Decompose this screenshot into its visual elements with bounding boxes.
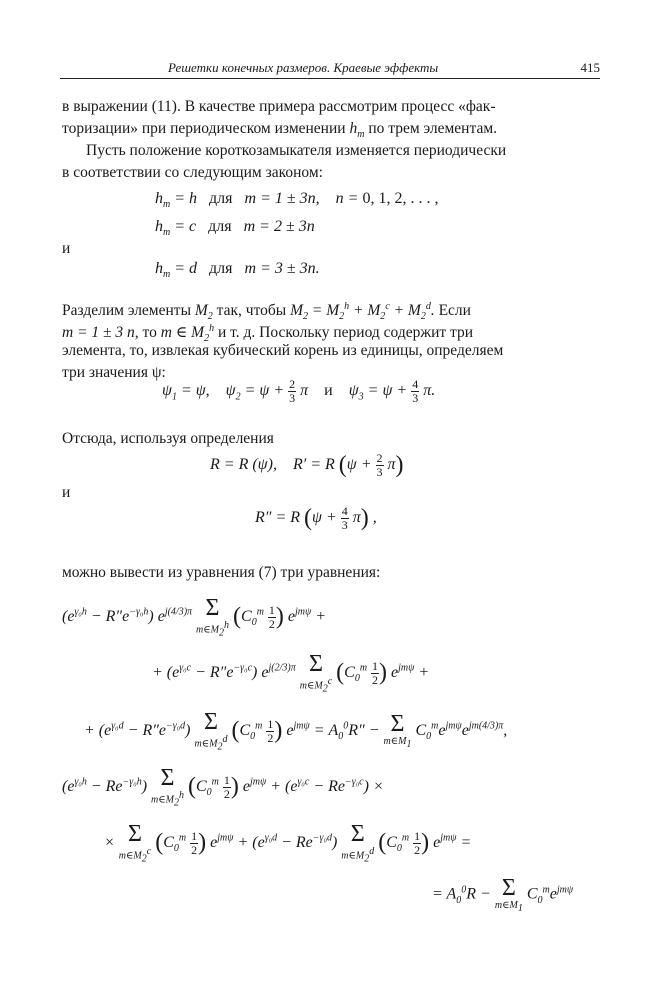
- text-span: Пусть положение короткозамыкателя изменяется периодически: [86, 142, 507, 159]
- text-span: торизации» при периодическом изменении: [62, 120, 350, 137]
- running-title: Решетки конечных размеров. Краевые эффекты: [168, 60, 439, 75]
- equation-1-line-1: $(e^{\gamma_0h} - R''e^{-\gamma_0h})$ $e^{j(4/3)\pi}$ Σ $m\in M_2^h$ ($C_0^m$ $\frac{1}{2}$ ) $e^{jm\psi}$ +: [62, 595, 327, 639]
- paragraph-line: [62, 140, 506, 162]
- equation-d-condition: $h_m = d$ для m = 3 ± 3n.: [155, 260, 320, 281]
- equation-r-definitions: R = R (ψ), R′ = R (ψ + $\frac{2}{3}$ π): [210, 451, 404, 479]
- equation-h-condition: $h_m = h$ для m = 1 ± 3n, n = 0, 1, 2, . . . ,: [155, 190, 439, 211]
- inline-math-hm: $h_m$: [349, 120, 365, 141]
- equation-2-line-3: = $A_0^0R$ − Σ $m\in M_1$ $C_0^me^{jm\psi}$: [432, 875, 574, 914]
- equation-psi-values: $\psi_1 = \psi$, $\psi_2 = \psi$ + $\frac{2}{3}$ π и $\psi_3 = \psi$ + $\frac{4}{3}$ π.: [162, 377, 436, 405]
- paragraph-line: m = 1 ± 3 n, то m ∈ $M_2^h$ и т. д. Поскольку период содержит три: [62, 323, 474, 345]
- equation-c-condition: $h_m = c$ для m = 2 ± 3n: [155, 218, 315, 239]
- paragraph-line: можно вывести из уравнения (7) три уравнения:: [62, 564, 381, 581]
- paragraph-line: элемента, то, извлекая кубический корень из единицы, определяем: [62, 342, 504, 359]
- text-span: в выражении (11). В качестве примера рассмотрим процесс «фак-: [62, 98, 496, 115]
- equation-2-line-1: $(e^{\gamma_0h} - Re^{-\gamma_0h})$ Σ $m\in M_2^h$ ($C_0^m$ $\frac{1}{2}$ ) $e^{jm\psi} + (e^{\gamma_0c} - Re^{-\gamma_0c})$ ×: [62, 765, 384, 809]
- paragraph-line: Разделим элементы $M_2$ так, чтобы $M_2 = M_2^h + M_2^c + M_2^d$. Если: [62, 301, 471, 323]
- paragraph-line: три значения ψ:: [62, 364, 166, 381]
- page-number: 415: [580, 60, 600, 75]
- connector-text: и: [62, 484, 71, 501]
- connector-text: и: [62, 240, 71, 257]
- paragraph-line: Отсюда, используя определения: [62, 430, 274, 447]
- equation-1-line-3: + $(e^{\gamma_0d} - R''e^{-\gamma_0d})$ Σ $m\in M_2^d$ ($C_0^m$ $\frac{1}{2}$ ) $e^{jm\psi} = A_0^0R''$ − Σ $m\in M_1$ $C_0^me^{jm\psi}e^{jm(4/3)\pi}$,: [84, 709, 508, 753]
- running-header: [60, 58, 600, 79]
- equation-1-line-2: + $(e^{\gamma_0c} - R''e^{-\gamma_0c})$ $e^{j(2/3)\pi}$ Σ $m\in M_2^c$ ($C_0^m$ $\frac{1}{2}$ ) $e^{jm\psi}$ +: [152, 651, 430, 695]
- equation-2-line-2: × Σ $m\in M_2^c$ ($C_0^m$ $\frac{1}{2}$ ) $e^{jm\psi} + (e^{\gamma_0d} - Re^{-\gamma_0d})$ Σ $m\in M_2^d$ ($C_0^m$ $\frac{1}{2}$ ) $e^{jm\psi}$ =: [104, 821, 472, 865]
- text-span: в соответствии со следующим законом:: [62, 164, 323, 181]
- paragraph-line: [62, 96, 496, 118]
- text-span: по трем элементам.: [364, 120, 498, 137]
- paragraph-line: [62, 162, 323, 184]
- equation-r-double-prime: R″ = R (ψ + $\frac{4}{3}$ π) ,: [255, 504, 377, 532]
